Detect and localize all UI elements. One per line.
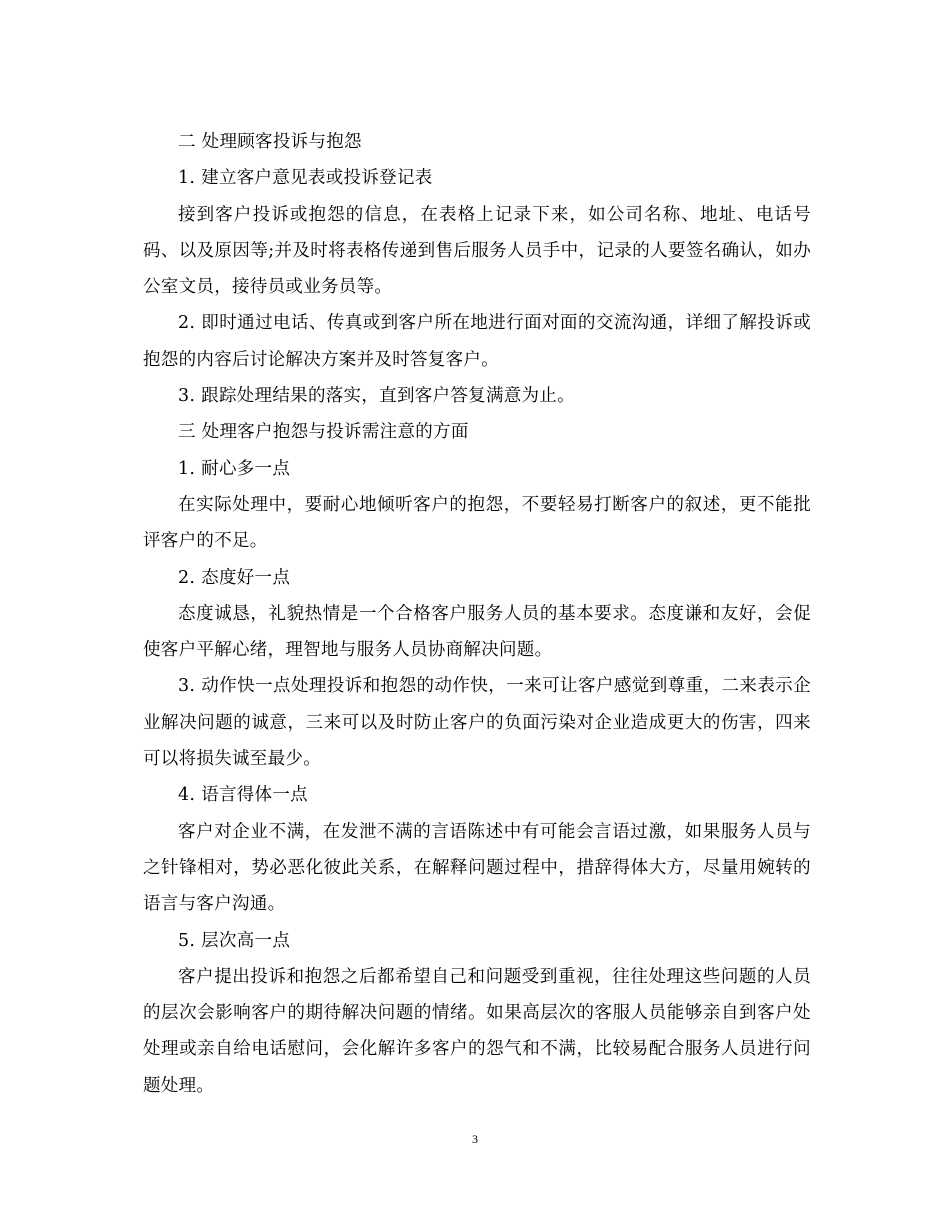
item-paragraph-3: 3. 跟踪处理结果的落实，直到客户答复满意为止。 [178, 386, 575, 407]
page-number: 3 [472, 1132, 478, 1146]
paragraph: 在实际处理中，要耐心地倾听客户的抱怨，不要轻易打断客户的叙述，更不能批评客户的不足。 [143, 494, 811, 552]
item-heading-language: 4. 语言得体一点 [178, 785, 308, 806]
paragraph: 客户提出投诉和抱怨之后都希望自己和问题受到重视，往往处理这些问题的人员的层次会影响客户的期待解决问题的情绪。如果高层次的客服人员能够亲自到客户处处理或亲自给电话慰问，会化解许多客户的怨气和不满，比较易配合服务人员进行问题处理。 [143, 966, 811, 1096]
item-paragraph-speed: 3. 动作快一点处理投诉和抱怨的动作快，一来可让客户感觉到尊重，二来表示企业解决问题的诚意，三来可以及时防止客户的负面污染对企业造成更大的伤害，四来可以将损失诚至最少。 [143, 676, 811, 770]
section-heading-2: 二 处理顾客投诉与抱怨 [178, 132, 362, 152]
item-heading-attitude: 2. 态度好一点 [178, 567, 291, 588]
item-heading-1: 1. 建立客户意见表或投诉登记表 [178, 168, 433, 189]
paragraph: 接到客户投诉或抱怨的信息，在表格上记录下来，如公司名称、地址、电话号码、以及原因等;并及时将表格传递到售后服务人员手中，记录的人要签名确认，如办公室文员，接待员或业务员等。 [143, 204, 811, 298]
item-paragraph-2: 2. 即时通过电话、传真或到客户所在地进行面对面的交流沟通，详细了解投诉或抱怨的内容后讨论解决方案并及时答复客户。 [143, 313, 811, 370]
section-heading-3: 三 处理客户抱怨与投诉需注意的方面 [178, 422, 469, 443]
document-body [143, 124, 811, 1104]
item-heading-level: 5. 层次高一点 [178, 930, 291, 951]
paragraph: 客户对企业不满，在发泄不满的言语陈述中有可能会言语过激，如果服务人员与之针锋相对，势必恶化彼此关系，在解释问题过程中，措辞得体大方，尽量用婉转的语言与客户沟通。 [143, 821, 811, 915]
item-heading-patience: 1. 耐心多一点 [178, 458, 291, 479]
paragraph: 态度诚恳，礼貌热情是一个合格客户服务人员的基本要求。态度谦和友好，会促使客户平解心绪，理智地与服务人员协商解决问题。 [143, 603, 811, 661]
